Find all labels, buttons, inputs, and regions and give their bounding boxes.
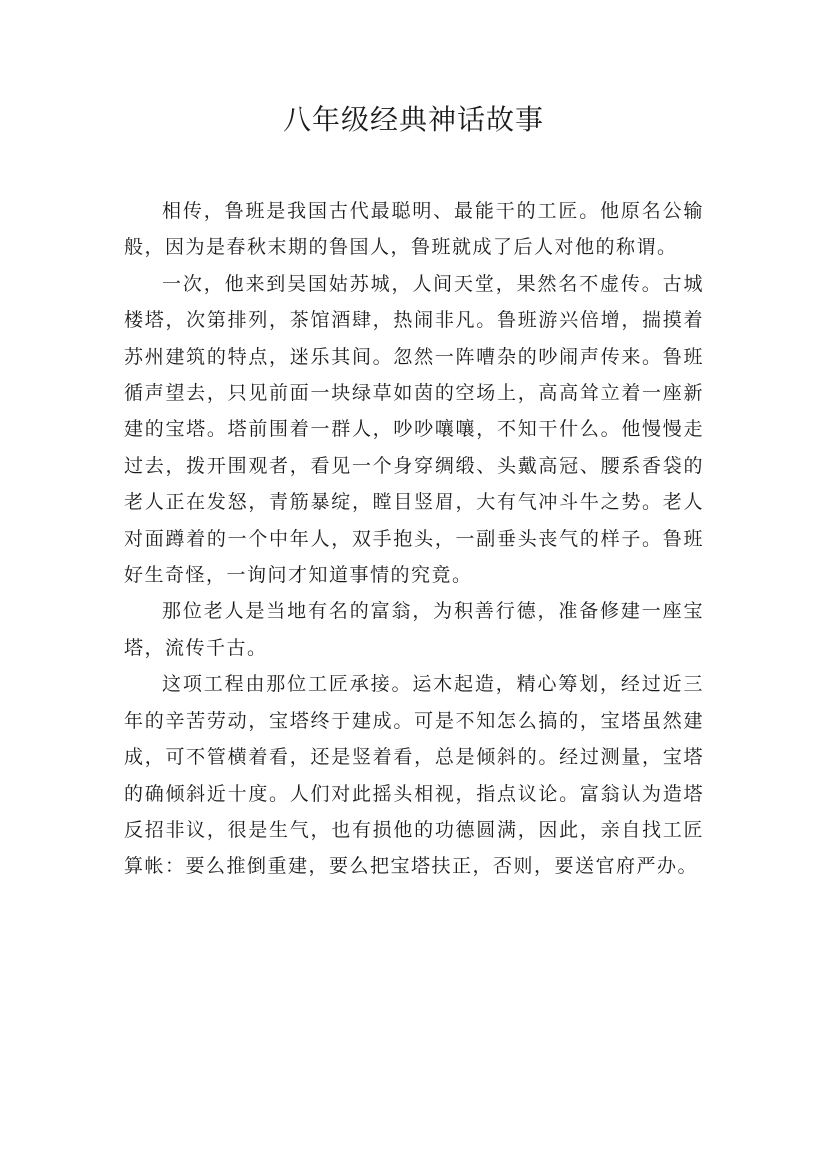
paragraph-4: 这项工程由那位工匠承接。运木起造，精心筹划，经过近三年的辛苦劳动，宝塔终于建成。可是不知怎么搞的，宝塔虽然建成，可不管横着看，还是竖着看，总是倾斜的。经过测量，宝塔的确倾斜近十度。人们对此摇头相视，指点议论。富翁认为造塔反招非议，很是生气，也有损他的功德圆满，因此，亲自找工匠算帐：要么推倒重建，要么把宝塔扶正，否则，要送官府严办。: [124, 673, 704, 878]
paragraph-1: 相传，鲁班是我国古代最聪明、最能干的工匠。他原名公输般，因为是春秋末期的鲁国人，鲁班就成了后人对他的称谓。: [124, 200, 704, 259]
paragraph-3: 那位老人是当地有名的富翁，为积善行德，准备修建一座宝塔，流传千古。: [124, 600, 704, 659]
paragraph-2: 一次，他来到吴国姑苏城，人间天堂，果然名不虚传。古城楼塔，次第排列，茶馆酒肆，热闹非凡。鲁班游兴倍增，揣摸着苏州建筑的特点，迷乐其间。忽然一阵嘈杂的吵闹声传来。鲁班循声望去，只见前面一块绿草如茵的空场上，高高耸立着一座新建的宝塔。塔前围着一群人，吵吵嚷嚷，不知干什么。他慢慢走过去，拨开围观者，看见一个身穿绸缎、头戴高冠、腰系香袋的老人正在发怒，青筋暴绽，瞠目竖眉，大有气冲斗牛之势。老人对面蹲着的一个中年人，双手抱头，一副垂头丧气的样子。鲁班好生奇怪，一询问才知道事情的究竟。: [124, 272, 704, 587]
document-body: [124, 193, 704, 885]
document-title: 八年级经典神话故事: [282, 103, 544, 136]
